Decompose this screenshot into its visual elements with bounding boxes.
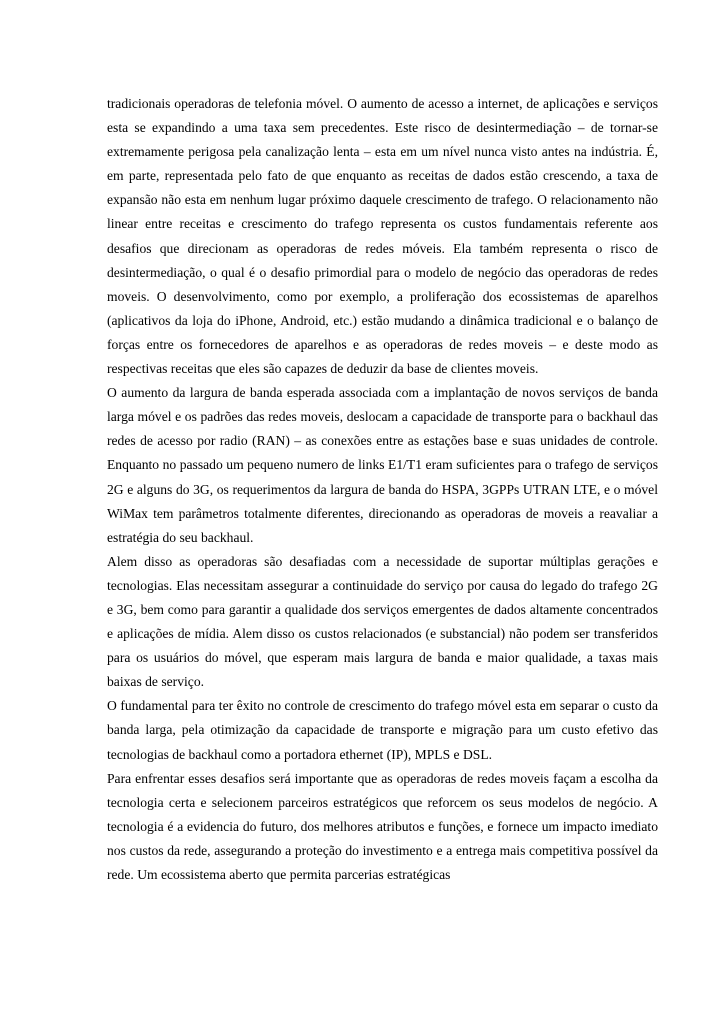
paragraph: Alem disso as operadoras são desafiadas com a necessidade de suportar múltiplas gerações e tecnologias. Elas necessitam assegurar a continuidade do serviço por causa do legado do trafego 2G e 3G, bem como para garantir a qualidade dos serviços emergentes de dados altamente concentrados e aplicações de mídia. Alem disso os custos relacionados (e substancial) não podem ser transferidos para os usuários do móvel, que esperam mais largura de banda e maior qualidade, a taxas mais baixas de serviço.: [107, 553, 658, 690]
paragraph: tradicionais operadoras de telefonia móvel. O aumento de acesso a internet, de aplicações e serviços esta se expandindo a uma taxa sem precedentes. Este risco de desintermediação – de tornar-se extremamente perigosa pela canalização lenta – esta em um nível nunca visto antes na indústria. É, em parte, representada pelo fato de que enquanto as receitas de dados estão crescendo, a taxa de expansão não esta em nenhum lugar próximo daquele crescimento de trafego. O relacionamento não linear entre receitas e crescimento do trafego representa os custos fundamentais referente aos desafios que direcionam as operadoras de redes móveis. Ela também representa o risco de desintermediação, o qual é o desafio primordial para o modelo de negócio das operadoras de redes moveis. O desenvolvimento, como por exemplo, a proliferação dos ecossistemas de aparelhos (aplicativos da loja do iPhone, Android, etc.) estão mudando a dinâmica tradicional e o balanço de forças entre os fornecedores de aparelhos e as operadoras de redes moveis – e deste modo as respectivas receitas que eles são capazes de deduzir da base de clientes moveis.: [107, 96, 658, 377]
paragraph: O fundamental para ter êxito no controle de crescimento do trafego móvel esta em separar o custo da banda larga, pela otimização da capacidade de transporte e migração para um custo efetivo das tecnologias de backhaul como a portadora ethernet (IP), MPLS e DSL.: [107, 698, 658, 762]
paragraph: O aumento da largura de banda esperada associada com a implantação de novos serviços de banda larga móvel e os padrões das redes moveis, deslocam a capacidade de transporte para o backhaul das redes de acesso por radio (RAN) – as conexões entre as estações base e suas unidades de controle. Enquanto no passado um pequeno numero de links E1/T1 eram suficientes para o trafego de serviços 2G e alguns do 3G, os requerimentos da largura de banda do HSPA, 3GPPs UTRAN LTE, e o móvel WiMax tem parâmetros totalmente diferentes, direcionando as operadoras de moveis a reavaliar a estratégia do seu backhaul.: [107, 385, 658, 545]
document-body: [107, 92, 658, 887]
paragraph: Para enfrentar esses desafios será importante que as operadoras de redes moveis façam a escolha da tecnologia certa e selecionem parceiros estratégicos que reforcem os seus modelos de negócio. A tecnologia é a evidencia do futuro, dos melhores atributos e funções, e fornece um impacto imediato nos custos da rede, assegurando a proteção do investimento e a entrega mais competitiva possível da rede. Um ecossistema aberto que permita parcerias estratégicas: [107, 770, 658, 882]
